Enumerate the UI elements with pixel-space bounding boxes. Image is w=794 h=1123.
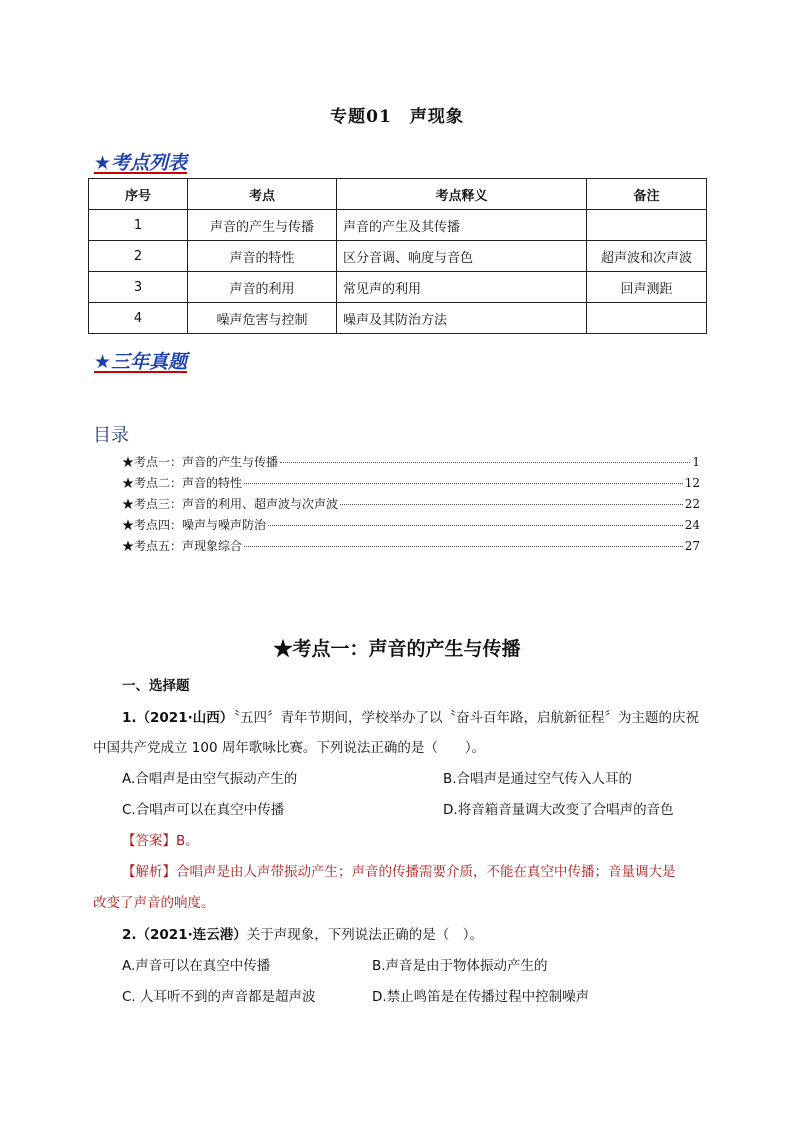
table-cell: 声音的特性 — [188, 241, 337, 272]
section-title: ★考点一：声音的产生与传播 — [273, 638, 521, 660]
toc-leader-dots — [244, 546, 683, 547]
toc-item[interactable] — [122, 453, 700, 473]
question-stem: 〝五四〞青年节期间，学校举办了以〝奋斗百年路，启航新征程〞为主题的庆祝 — [233, 710, 699, 726]
toc-item-page: 27 — [684, 539, 700, 553]
table-cell: 回声测距 — [587, 272, 707, 303]
toc-item[interactable] — [122, 474, 700, 494]
option-a: A.声音可以在真空中传播 — [122, 958, 271, 974]
table-cell: 2 — [89, 241, 188, 272]
table-header-cell: 考点释义 — [337, 179, 587, 210]
analysis-text: 合唱声是由人声带振动产生；声音的传播需要介质，不能在真空中传播；音量调大是 — [176, 864, 676, 880]
toc-leader-dots — [340, 504, 683, 505]
option-d: D.将音箱音量调大改变了合唱声的音色 — [443, 802, 674, 818]
analysis-label: 【解析】 — [122, 864, 176, 880]
table-row — [89, 241, 707, 272]
toc-item-label: ★考点三：声音的利用、超声波与次声波 — [122, 497, 339, 511]
option-c: C.合唱声可以在真空中传播 — [122, 802, 285, 818]
option-b: B.声音是由于物体振动产生的 — [372, 958, 548, 974]
option-d: D.禁止鸣笛是在传播过程中控制噪声 — [372, 989, 590, 1005]
answer-label: 【答案】 — [122, 833, 176, 849]
table-cell: 声音的产生与传播 — [188, 210, 337, 241]
toc-item[interactable] — [122, 516, 700, 536]
toc-item-page: 22 — [684, 497, 700, 511]
toc-item-page: 1 — [692, 455, 700, 469]
section-heading-kaodian-liebiao: ★考点列表 — [94, 152, 188, 174]
table-cell: 声音的利用 — [188, 272, 337, 303]
answer-line — [122, 831, 199, 851]
table-cell: 超声波和次声波 — [587, 241, 707, 272]
toc-leader-dots — [268, 525, 683, 526]
table-header-cell: 备注 — [587, 179, 707, 210]
table-cell — [587, 210, 707, 241]
table-cell: 声音的产生及其传播 — [337, 210, 587, 241]
table-cell — [587, 303, 707, 334]
question-1-line-1 — [122, 708, 712, 728]
table-cell: 4 — [89, 303, 188, 334]
table-header-cell: 序号 — [89, 179, 188, 210]
toc-item-label: ★考点二：声音的特性 — [122, 476, 243, 490]
toc-item-page: 12 — [684, 476, 700, 490]
question-type-heading: 一、选择题 — [122, 678, 190, 694]
toc-item[interactable] — [122, 495, 700, 515]
table-cell: 区分音调、响度与音色 — [337, 241, 587, 272]
document-title: 专题01 声现象 — [330, 107, 464, 127]
answer-value: B。 — [176, 833, 199, 849]
table-cell: 噪声危害与控制 — [188, 303, 337, 334]
question-source: 1.（2021·山西） — [122, 710, 234, 726]
table-row — [89, 272, 707, 303]
option-c: C. 人耳听不到的声音都是超声波 — [122, 989, 316, 1005]
table-cell: 噪声及其防治方法 — [337, 303, 587, 334]
table-row — [89, 210, 707, 241]
toc-item-page: 24 — [684, 518, 700, 532]
toc-item-label: ★考点五：声现象综合 — [122, 539, 243, 553]
option-a: A.合唱声是由空气振动产生的 — [122, 771, 298, 787]
table-header-row — [89, 179, 707, 210]
option-b: B.合唱声是通过空气传入人耳的 — [443, 771, 633, 787]
table-header-cell: 考点 — [188, 179, 337, 210]
analysis-line-2: 改变了声音的响度。 — [93, 895, 215, 911]
analysis-line-1 — [122, 862, 676, 882]
kaodian-table — [88, 178, 707, 334]
toc-item-label: ★考点一：声音的产生与传播 — [122, 455, 279, 469]
table-cell: 1 — [89, 210, 188, 241]
toc-leader-dots — [280, 462, 690, 463]
question-source: 2.（2021·连云港） — [122, 927, 247, 943]
toc-item-label: ★考点四：噪声与噪声防治 — [122, 518, 267, 532]
question-stem: 关于声现象，下列说法正确的是（ ）。 — [246, 927, 483, 943]
table-cell: 3 — [89, 272, 188, 303]
section-heading-sannian-zhenti: ★三年真题 — [94, 351, 188, 373]
question-2-line-1 — [122, 925, 483, 945]
table-row — [89, 303, 707, 334]
toc-item[interactable] — [122, 537, 700, 557]
table-cell: 常见声的利用 — [337, 272, 587, 303]
question-1-line-2: 中国共产党成立 100 周年歌咏比赛。下列说法正确的是（ ）。 — [93, 740, 486, 756]
toc-leader-dots — [244, 483, 683, 484]
toc-title: 目录 — [93, 425, 129, 446]
